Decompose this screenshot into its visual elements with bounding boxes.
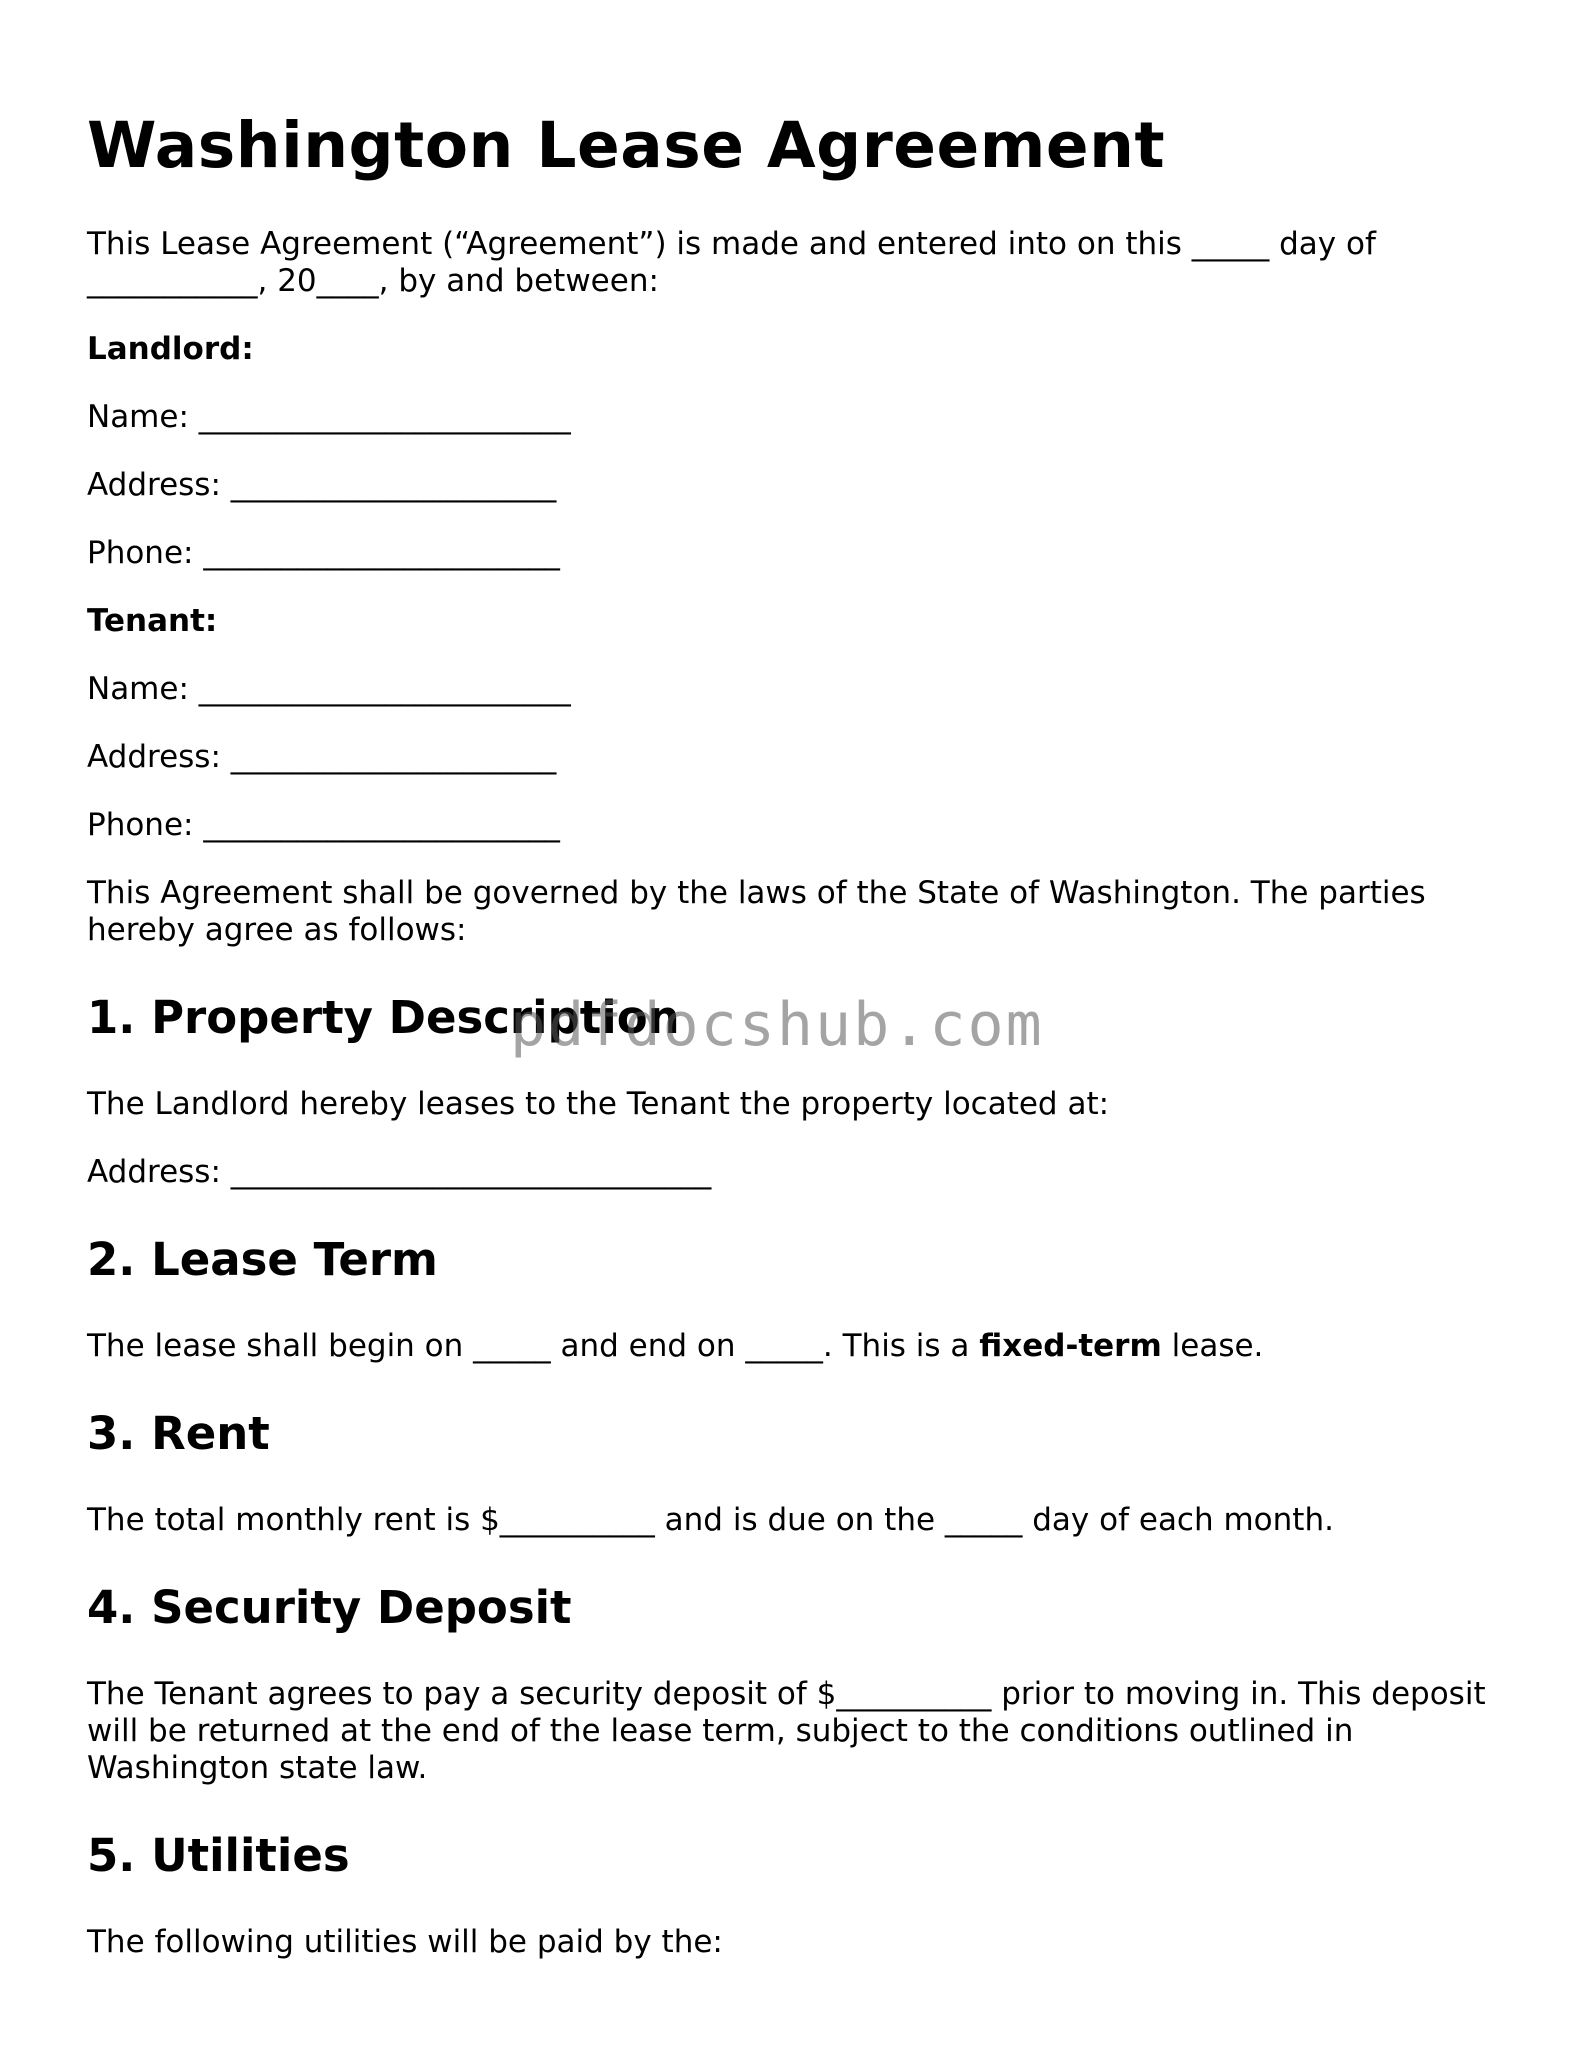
landlord-address-field: Address: _____________________: [87, 466, 557, 503]
governing-law-paragraph: This Agreement shall be governed by the laws of the State of Washington. The parties hereby agree as follows:: [87, 874, 1426, 948]
tenant-address-field: Address: _____________________: [87, 738, 557, 775]
section-heading-utilities: 5. Utilities: [87, 1828, 350, 1882]
watermark: pdfdocshub.com: [510, 990, 1044, 1060]
lease-term-text: [87, 1328, 1507, 1365]
document-title: Washington Lease Agreement: [87, 109, 1166, 182]
intro-paragraph: This Lease Agreement (“Agreement”) is made and entered into on this _____ day of ___________, 20____, by and between:: [87, 225, 1376, 299]
tenant-phone-field: Phone: _______________________: [87, 806, 560, 843]
rent-text: The total monthly rent is $__________ and is due on the _____ day of each month.: [87, 1501, 1334, 1538]
section-heading-security-deposit: 4. Security Deposit: [87, 1580, 572, 1634]
utilities-text: The following utilities will be paid by the:: [87, 1923, 723, 1960]
property-text: The Landlord hereby leases to the Tenant the property located at:: [87, 1085, 1110, 1122]
lease-term-text-start: The lease shall begin on _____ and end on _____. This is a: [87, 1327, 980, 1364]
landlord-heading: Landlord:: [87, 330, 254, 367]
document-page: [87, 108, 1507, 1992]
tenant-heading: Tenant:: [87, 602, 218, 639]
tenant-name-field: Name: ________________________: [87, 670, 571, 707]
section-heading-rent: 3. Rent: [87, 1406, 270, 1460]
lease-term-type: fixed-term: [979, 1327, 1162, 1364]
landlord-phone-field: Phone: _______________________: [87, 534, 560, 571]
section-heading-property: 1. Property Description: [87, 990, 680, 1044]
section-heading-lease-term: 2. Lease Term: [87, 1232, 438, 1286]
property-address-field: Address: _______________________________: [87, 1153, 712, 1190]
landlord-name-field: Name: ________________________: [87, 398, 571, 435]
security-deposit-text: The Tenant agrees to pay a security deposit of $__________ prior to moving in. This deposit will be returned at the end of the lease term, subject to the conditions outlined in Washington state law.: [87, 1675, 1486, 1786]
lease-term-text-end: lease.: [1161, 1327, 1264, 1364]
